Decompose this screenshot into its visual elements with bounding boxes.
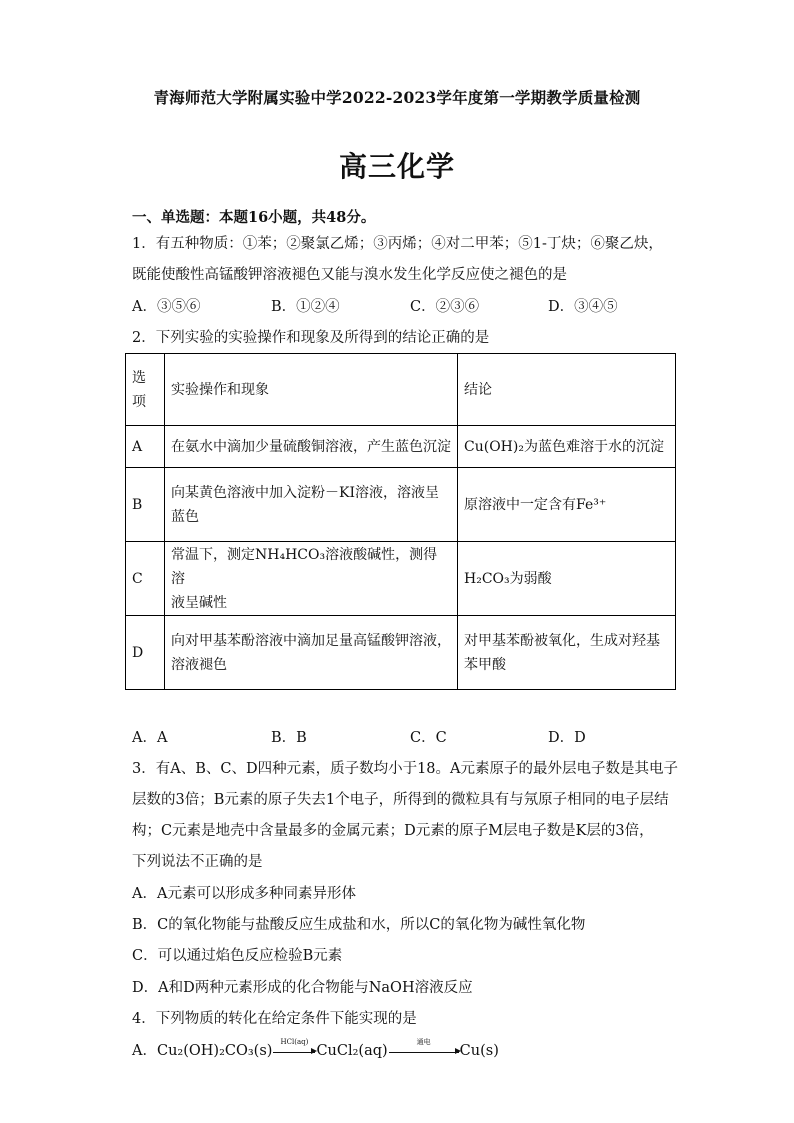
q1-option-b[interactable]: B．①②④: [271, 299, 340, 315]
row-key: C: [126, 542, 165, 616]
q3-option-a[interactable]: A．A元素可以形成多种同素异形体: [132, 886, 356, 902]
table-row: [126, 426, 676, 468]
q3-option-b[interactable]: B．C的氧化物能与盐酸反应生成盐和水，所以C的氧化物为碱性氧化物: [132, 917, 586, 933]
section-heading: 一、单选题：本题16小题，共48分。: [132, 209, 376, 226]
header-operation-cell: 实验操作和现象: [165, 354, 458, 426]
q3-stem-line4: 下列说法不正确的是: [132, 854, 263, 870]
q1-option-a[interactable]: A．③⑤⑥: [132, 299, 201, 315]
header-option-cell: 选 项: [126, 354, 165, 426]
q3-stem-line3: 构；C元素是地壳中含量最多的金属元素；D元素的原子M层电子数是K层的3倍，: [132, 823, 654, 839]
row-conclusion: 原溶液中一定含有Fe³⁺: [458, 468, 676, 542]
q4-reactant: Cu₂(OH)₂CO₃(s): [156, 1043, 273, 1059]
row-key: B: [126, 468, 165, 542]
q3-stem-line1: 3．有A、B、C、D四种元素，质子数均小于18。A元素原子的最外层电子数是其电子: [132, 761, 678, 777]
q1-stem-line2: 既能使酸性高锰酸钾溶液褪色又能与溴水发生化学反应使之褪色的是: [132, 267, 567, 283]
page-title: 高三化学: [338, 150, 455, 183]
q4-option-a[interactable]: [132, 1037, 499, 1061]
header-conclusion-cell: 结论: [458, 354, 676, 426]
q1-option-d[interactable]: D．③④⑤: [548, 299, 618, 315]
q3-option-c[interactable]: C．可以通过焰色反应检验B元素: [132, 948, 343, 964]
row-operation: 向对甲基苯酚溶液中滴加足量高锰酸钾溶液， 溶液褪色: [165, 616, 458, 690]
q2-option-d[interactable]: D．D: [548, 730, 586, 746]
q4-product: Cu(s): [459, 1043, 499, 1059]
q2-stem: 2．下列实验的实验操作和现象及所得到的结论正确的是: [132, 330, 490, 346]
table-row: [126, 616, 676, 690]
row-key: D: [126, 616, 165, 690]
row-operation: 向某黄色溶液中加入淀粉－KI溶液，溶液呈 蓝色: [165, 468, 458, 542]
reaction-arrow-icon: [389, 1037, 459, 1053]
row-conclusion: 对甲基苯酚被氧化，生成对羟基 苯甲酸: [458, 616, 676, 690]
row-operation: 在氨水中滴加少量硫酸铜溶液，产生蓝色沉淀: [165, 426, 458, 468]
row-conclusion: Cu(OH)₂为蓝色难溶于水的沉淀: [458, 426, 676, 468]
q1-stem-line1: 1．有五种物质：①苯；②聚氯乙烯；③丙烯；④对二甲苯；⑤1-丁炔；⑥聚乙炔，: [132, 236, 663, 252]
row-operation: 常温下，测定NH₄HCO₃溶液酸碱性，测得溶 液呈碱性: [165, 542, 458, 616]
reaction-arrow-icon: [273, 1037, 315, 1053]
school-header: 青海师范大学附属实验中学2022-2023学年度第一学期教学质量检测: [153, 88, 641, 107]
experiment-table: [125, 353, 676, 690]
q2-option-c[interactable]: C．C: [410, 730, 447, 746]
q3-stem-line2: 层数的3倍；B元素的原子失去1个电子，所得到的微粒具有与氖原子相同的电子层结: [132, 792, 669, 808]
table-row: [126, 468, 676, 542]
reaction-condition: HCl(aq): [280, 1037, 309, 1046]
q4-stem: 4．下列物质的转化在给定条件下能实现的是: [132, 1011, 417, 1027]
q3-option-d[interactable]: D．A和D两种元素形成的化合物能与NaOH溶液反应: [132, 980, 473, 996]
q2-option-a[interactable]: A．A: [132, 730, 168, 746]
row-key: A: [126, 426, 165, 468]
q2-option-b[interactable]: B．B: [271, 730, 307, 746]
q4-intermediate: CuCl₂(aq): [316, 1043, 388, 1059]
reaction-condition: 通电: [416, 1037, 431, 1046]
row-conclusion: H₂CO₃为弱酸: [458, 542, 676, 616]
table-row: [126, 542, 676, 616]
q4-option-a-label: A．: [132, 1043, 157, 1059]
q1-option-c[interactable]: C．②③⑥: [410, 299, 480, 315]
table-header-row: [126, 354, 676, 426]
